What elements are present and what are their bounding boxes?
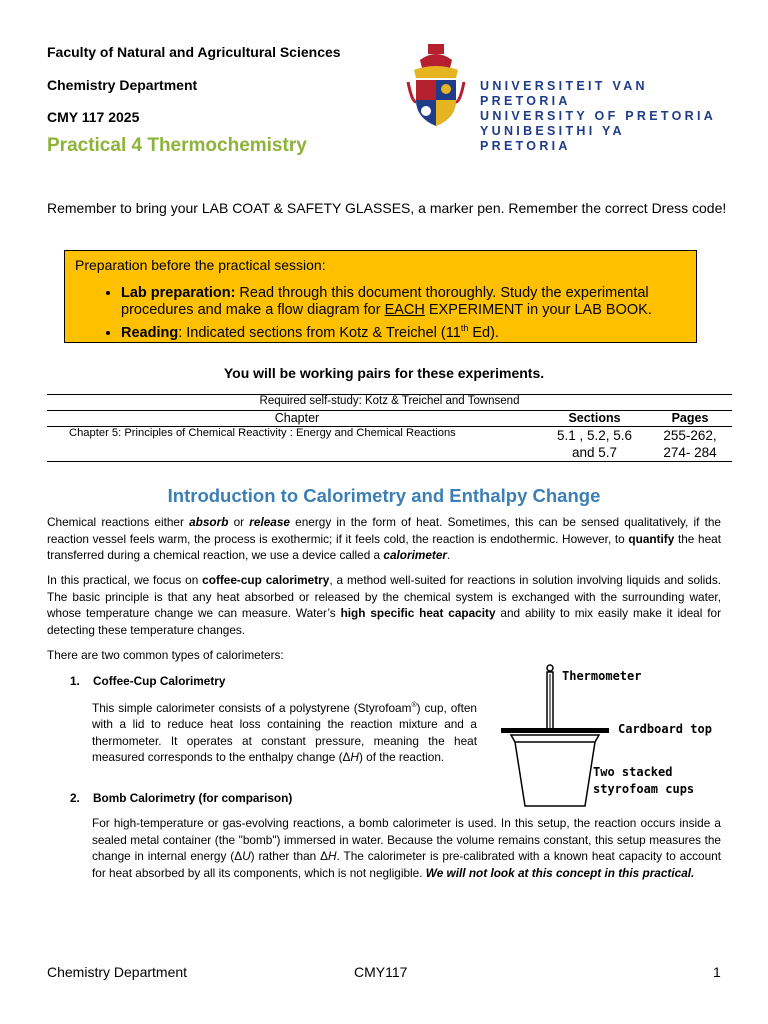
sections-line-1: 5.1 , 5.2, 5.6 — [556, 428, 633, 443]
department-name: Chemistry Department — [47, 77, 198, 93]
reading-label: Reading — [121, 324, 179, 341]
course-code: CMY 117 2025 — [47, 109, 140, 125]
item-2-text: For high-temperature or gas-evolving reactions, a bomb calorimeter is used. In this setup, the reaction occurs inside a sealed metal container (the "bomb") immersed in water. Because the volume remains constant, this setup measures the change in internal energy (ΔU) rather than ΔH. The calorimeter is pre-calibrated with a known heat capacity to account for heat absorbed by all its components, which is not negligible. We will not look at this concept in this practical. — [92, 816, 721, 880]
table-row-pages — [645, 428, 735, 461]
lab-prep-text-b: EXPERIMENT in your LAB BOOK. — [424, 301, 652, 318]
lab-prep-underline: EACH — [384, 301, 425, 318]
paragraph-coffee-cup: In this practical, we focus on coffee-cup calorimetry, a method well-suited for reactions in solution involving liquids and solids. The basic principle is that any heat absorbed or released by the chemical system is exchanged with the surrounding water, whose temperature change we can measure. Water’s high specific heat capacity and ability to mix easily make it ideal for detecting these temperature changes. — [47, 573, 722, 637]
lab-prep-text-a: Read through this document thoroughly. Study the experimental procedures and make a flow diagram for — [121, 285, 649, 318]
footer-left: Chemistry Department — [47, 964, 188, 980]
table-header-pages: Pages — [671, 411, 709, 425]
table-bottom-rule — [47, 461, 732, 462]
table-header-chapter: Chapter — [274, 411, 320, 425]
university-name-english: UNIVERSITY OF PRETORIA — [480, 109, 717, 123]
item-2-number: 2. — [70, 791, 80, 805]
paragraph-reactions: Chemical reactions either absorb or release energy in the form of heat. Sometimes, this can be sensed qualitatively, if the reaction vessel feels warm, the process is exothermic; if it feels cold, the reaction is endothermic. However, to quantify the heat transferred during a chemical reaction, we use a device called a calorimeter. — [47, 515, 721, 562]
footer-page-number: 1 — [713, 964, 721, 980]
intro-heading: Introduction to Calorimetry and Enthalpy Change — [167, 485, 601, 506]
pages-line-2: 274- 284 — [663, 444, 717, 460]
reading-sup: th — [460, 323, 469, 333]
reminder-text: Remember to bring your LAB COAT & SAFETY GLASSES, a marker pen. Remember the correct Dress code! — [47, 200, 727, 216]
footer-center: CMY117 — [354, 964, 408, 980]
reading-text-b: Ed). — [468, 324, 499, 341]
preparation-heading: Preparation before the practical session: — [75, 257, 326, 273]
faculty-name: Faculty of Natural and Agricultural Sciences — [47, 44, 341, 60]
university-logo — [406, 42, 718, 153]
crest-icon — [406, 42, 466, 128]
sections-line-2: and 5.7 — [571, 444, 618, 460]
table-caption: Required self-study: Kotz & Treichel and Townsend — [259, 395, 520, 407]
preparation-item-reading — [121, 320, 698, 341]
label-cardboard-top: Cardboard top — [618, 722, 712, 736]
item-1-number: 1. — [70, 674, 80, 688]
calorimeter-diagram — [495, 660, 735, 810]
table-row-chapter: Chapter 5: Principles of Chemical Reactivity : Energy and Chemical Reactions — [69, 427, 456, 439]
label-styrofoam-cups — [593, 764, 694, 798]
preparation-item-lab — [121, 285, 698, 318]
pages-line-1: 255-262, — [663, 428, 717, 443]
label-thermometer: Thermometer — [562, 669, 642, 683]
preparation-list — [65, 285, 698, 343]
item-2-title: Bomb Calorimetry (for comparison) — [93, 791, 293, 805]
lab-prep-label: Lab preparation: — [121, 285, 236, 301]
page-title: Practical 4 Thermochemistry — [47, 135, 307, 156]
item-1-title: Coffee-Cup Calorimetry — [93, 674, 226, 688]
preparation-box — [64, 250, 697, 343]
pairs-note: You will be working pairs for these experiments. — [223, 365, 545, 381]
item-1-text: This simple calorimeter consists of a polystyrene (Styrofoam®) cup, often with a lid to reduce heat loss containing the reaction mixture and a thermometer. It operates at constant pressure, meaning the heat measured corresponds to the enthalpy change (ΔH) of the reaction. — [92, 700, 477, 765]
reading-text-a: : Indicated sections from Kotz & Treichel (11 — [178, 324, 461, 341]
cups-line-1: Two stacked — [593, 765, 673, 779]
university-name-sepedi: YUNIBESITHI YA PRETORIA — [480, 124, 625, 153]
cups-line-2: styrofoam cups — [593, 782, 695, 796]
table-header-sections: Sections — [568, 411, 621, 425]
university-name-afrikaans: UNIVERSITEIT VAN PRETORIA — [480, 79, 648, 108]
paragraph-types: There are two common types of calorimeters: — [47, 648, 284, 662]
table-row-sections — [547, 428, 642, 461]
